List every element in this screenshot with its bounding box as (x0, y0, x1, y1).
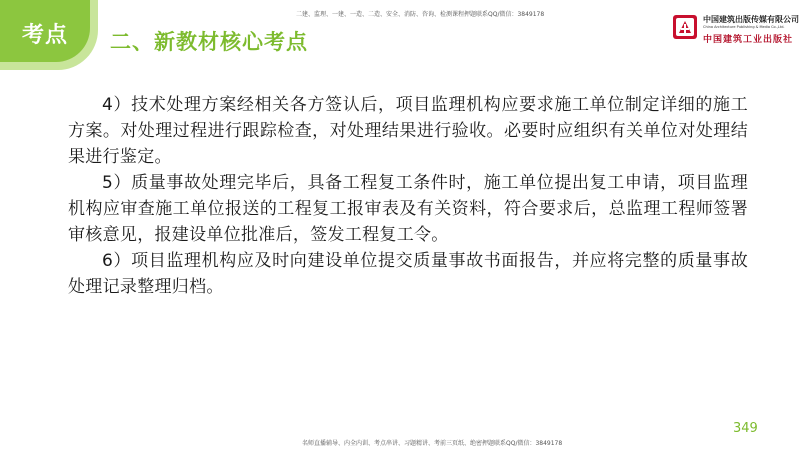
badge-label: 考点 (22, 23, 69, 48)
publisher-name-script: 中国建筑工业出版社 (703, 35, 794, 45)
paragraph-5: 5）质量事故处理完毕后，具备工程复工条件时，施工单位提出复工申请，项目监理机构应审查施工单位报送的工程复工报审表及有关资料，符合要求后，总监理工程师签署审核意见，报建设单位批准后，签发工程复工令。 (68, 173, 748, 245)
publisher-name-en: China Architecture Publishing & Media Co.,Ltd. (703, 25, 785, 29)
content-body (68, 92, 748, 300)
top-watermark: 二建、监理、一建、一造、二造、安全、消防、咨询、检测课程押题联系QQ/微信：3849178 (296, 11, 545, 18)
paragraph-4: 4）技术处理方案经相关各方签认后，项目监理机构应要求施工单位制定详细的施工方案。对处理过程进行跟踪检查，对处理结果进行验收。必要时应组织有关单位对处理结果进行鉴定。 (68, 95, 748, 167)
publisher-seal-icon (672, 14, 698, 40)
bottom-watermark: 名师直播辅导、内全内训、考点串讲、习题精讲、考前三页纸、绝密押题联系QQ/微信：3849178 (302, 440, 563, 447)
page-number: 349 (733, 421, 758, 436)
paragraph-6: 6）项目监理机构应及时向建设单位提交质量事故书面报告，并应将完整的质量事故处理记录整理归档。 (68, 251, 748, 297)
section-title: 二、新教材核心考点 (110, 30, 308, 54)
publisher-name-cn: 中国建筑出版传媒有限公司 (703, 15, 799, 24)
publisher-logo-block (672, 12, 799, 48)
